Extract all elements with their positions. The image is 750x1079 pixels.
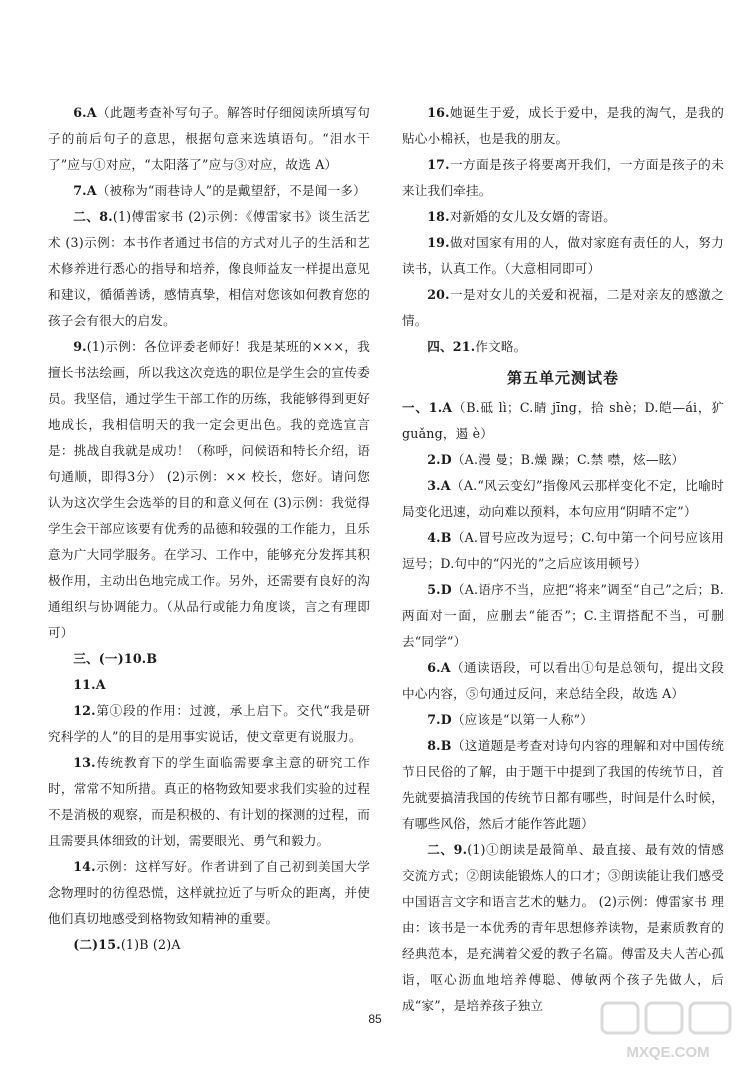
right-column <box>402 100 724 1019</box>
answer-number: 20. <box>427 287 450 302</box>
answer-number: 2.D <box>427 452 452 467</box>
answer-item <box>402 733 724 837</box>
answer-number: 7.A <box>73 183 97 198</box>
answer-item <box>48 750 370 854</box>
answer-item <box>48 204 370 334</box>
section-heading: 第五单元测试卷 <box>506 369 619 387</box>
answer-number: 4.B <box>427 530 452 545</box>
answer-number: 三、(一)10.B <box>73 651 158 666</box>
answer-item <box>402 525 724 577</box>
answer-text: （A.漫 曼；B.燥 躁；C.禁 噤，炫—眩） <box>451 452 685 467</box>
answer-text: （通读语段，可以看出①句是总领句，提出文段中心内容，⑤句通过反问，来总结全段，故选 A） <box>402 660 724 701</box>
answer-item <box>48 932 370 958</box>
answer-number: (二)15. <box>73 937 121 952</box>
answer-item <box>48 854 370 932</box>
answer-item <box>402 334 724 360</box>
answer-number: 11.A <box>73 677 106 692</box>
answer-item <box>402 447 724 473</box>
answer-number: 3.A <box>427 478 451 493</box>
answer-number: 一、1.A <box>402 400 453 415</box>
page-number: 85 <box>368 1012 382 1026</box>
answer-number: 14. <box>73 859 96 874</box>
answer-text: （A.语序不当，应把“将来”调至“自己”之后；B.两面对一面，应删去“能否”；C.主谓搭配不当，可删去“同学”） <box>402 582 724 649</box>
answer-item <box>402 230 724 282</box>
answer-item <box>402 100 724 152</box>
answer-item <box>48 178 370 204</box>
answer-text: （这道题是考查对诗句内容的理解和对中国传统节日民俗的了解，由于题干中提到了我国的传统节日，首先就要搞清我国的传统节日都有哪些，时间是什么时候，有哪些风俗，然后才能作答此题） <box>402 738 724 831</box>
answer-item <box>402 473 724 525</box>
answer-text: 示例：这样写好。作者讲到了自己初到美国大学念物理时的彷徨恐慌，这样就拉近了与听众的距离，并使他们真切地感受到格物致知精神的重要。 <box>48 859 370 926</box>
answer-item <box>48 698 370 750</box>
answer-item <box>402 707 724 733</box>
answer-item <box>402 395 724 447</box>
answer-text: 她诞生于爱，成长于爱中，是我的淘气，是我的贴心小棉袄，也是我的朋友。 <box>402 105 724 146</box>
answer-item <box>402 655 724 707</box>
answer-item <box>402 577 724 655</box>
answer-number: 12. <box>73 703 96 718</box>
answer-text: (1)傅雷家书 (2)示例：《傅雷家书》谈生活艺术 (3)示例：本书作者通过书信的方式对儿子的生活和艺术修养进行悉心的指导和培养，像良师益友一样提出意见和建议，循循善诱，感情真挚，相信对您该如何教育您的孩子会有很大的启发。 <box>48 209 370 328</box>
answer-number: 二、9. <box>427 842 468 857</box>
answer-number: 9. <box>73 339 87 354</box>
right-column-answers-bottom <box>402 395 724 1019</box>
answer-text: 一是对女儿的关爱和祝福，二是对亲友的感激之情。 <box>402 287 724 328</box>
answer-item <box>48 334 370 646</box>
answer-number: 二、8. <box>73 209 113 224</box>
right-column-answers-top <box>402 100 724 360</box>
answer-text: 一方面是孩子将要离开我们，一方面是孩子的未来让我们牵挂。 <box>402 157 724 198</box>
answer-text: （被称为“雨巷诗人”的是戴望舒，不是闻一多） <box>96 183 366 198</box>
svg-text:MXQE.COM: MXQE.COM <box>626 1044 710 1061</box>
answer-item <box>48 646 370 672</box>
answer-number: 5.D <box>427 582 452 597</box>
answer-text: （B.砥 lì；C.睛 jīng，拾 shè；D.皑—ái，犷 guǎng，遏 è） <box>402 400 724 441</box>
answer-text: 作文略。 <box>475 339 527 354</box>
answer-item <box>402 204 724 230</box>
answer-text: 对新婚的女儿及女婿的寄语。 <box>449 209 617 224</box>
answer-text: 第①段的作用：过渡，承上启下。交代“我是研究科学的人”的目的是用事实说话，使文章更有说服力。 <box>48 703 370 744</box>
answer-item <box>48 672 370 698</box>
answer-number: 7.D <box>427 712 452 727</box>
answer-text: (1)B (2)A <box>120 937 181 952</box>
answer-item <box>402 152 724 204</box>
answer-text: (1)①朗读是最简单、最直接、最有效的情感交流方式；②朗读能锻炼人的口才；③朗读能让我们感受中国语言文字和语言艺术的魅力。 (2)示例：傅雷家书 理由：该书是一本优秀的青年思想修养读物，是素质教育的经典范本，是充满着父爱的教子名篇。傅雷及夫人苦心孤诣，呕心沥血地培养傅聪、傅敏两个孩子先做人，后成“家”，是培养孩子独立 <box>402 842 724 1013</box>
answer-number: 19. <box>427 235 450 250</box>
answer-text: (1)示例：各位评委老师好！我是某班的×××，我擅长书法绘画，所以我这次竞选的职位是学生会的宣传委员。我坚信，通过学生干部工作的历练，我能够得到更好地成长，我相信明天的我一定会更出色。我的竞选宣言是：挑战自我就是成功！（称呼，问候语和特长介绍，语句通顺，即得3分） (2)示例：×× 校长，您好。请问您认为这次学生会选举的目的和意义何在 (3)示例：我觉得学生会干部应该要有优秀的品德和较强的工作能力，且乐意为广大同学服务。在学习、工作中，能够充分发挥其积极作用，主动出色地完成工作。另外，还需要有良好的沟通组织与协调能力。（从品行或能力角度谈，言之有理即可） <box>48 339 370 640</box>
answer-text: （A.冒号应改为逗号；C.句中第一个问号应该用逗号；D.句中的“闪光的”之后应该用顿号） <box>402 530 724 571</box>
answer-number: 6.A <box>73 105 97 120</box>
left-column <box>48 100 370 958</box>
answer-item <box>48 100 370 178</box>
answer-number: 18. <box>427 209 450 224</box>
watermark-logo <box>598 999 738 1069</box>
answer-text: （此题考查补写句子。解答时仔细阅读所填写句子的前后句子的意思，根据句意来选填语句。“泪水干了”应与①对应，“太阳落了”应与③对应，故选 A） <box>48 105 370 172</box>
answer-number: 13. <box>73 755 96 770</box>
answer-text: （A.“风云变幻”指像风云那样变化不定，比喻时局变化迅速，动向难以预料，本句应用“阴晴不定”） <box>402 478 724 519</box>
answer-number: 6.A <box>427 660 451 675</box>
answer-number: 8.B <box>427 738 452 753</box>
answer-item <box>402 282 724 334</box>
answer-number: 四、21. <box>427 339 476 354</box>
watermark-stamp-icon <box>598 999 738 1069</box>
answer-number: 16. <box>427 105 450 120</box>
answer-item <box>402 837 724 1019</box>
answer-text: （应该是“以第一人称”） <box>451 712 594 727</box>
answer-text: 传统教育下的学生面临需要拿主意的研究工作时，常常不知所措。真正的格物致知要求我们实验的过程不是消极的观察，而是积极的、有计划的探测的过程，而且需要具体细致的计划，需要眼光、勇气和毅力。 <box>48 755 370 848</box>
answer-number: 17. <box>427 157 450 172</box>
answer-text: 做对国家有用的人，做对家庭有责任的人，努力读书，认真工作。（大意相同即可） <box>402 235 724 276</box>
